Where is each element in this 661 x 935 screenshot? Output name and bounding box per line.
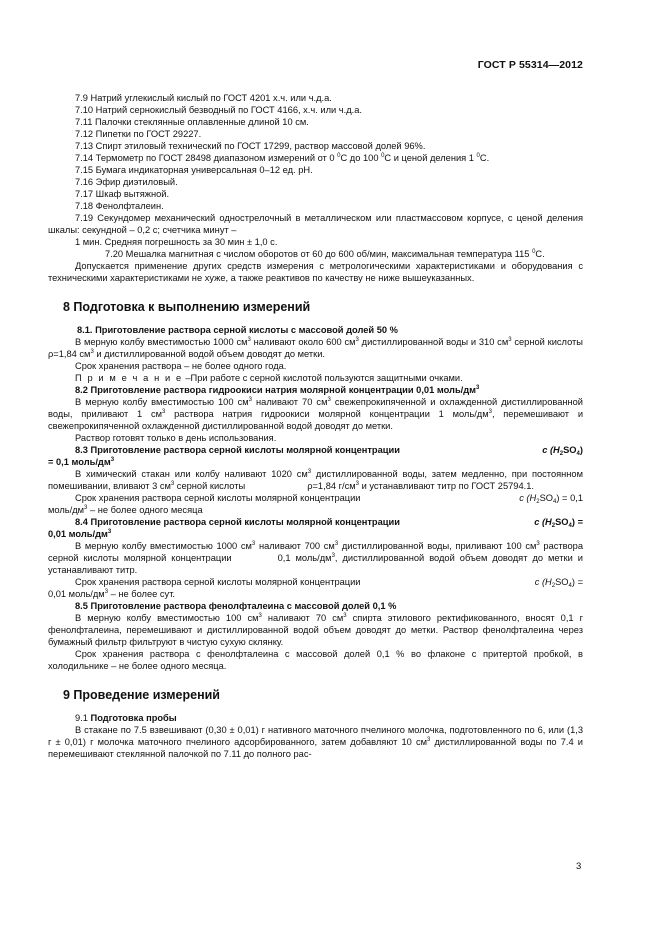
list-item: 7.20 Мешалка магнитная с числом оборотов от 60 до 600 об/мин, максимальная температура 115 $^0$С. bbox=[105, 249, 545, 259]
list-item: 7.18 Фенолфталеин. bbox=[75, 201, 164, 211]
list-item: 7.16 Эфир диэтиловый. bbox=[75, 177, 178, 187]
paragraph: Допускается применение других средств измерения с метрологическими характеристиками и оборудования с техническими характеристиками не хуже, а также реактивов по качеству не ниже вышеуказанных. bbox=[48, 261, 583, 283]
paragraph: В химический стакан или колбу наливают 1020 $см^3$ дистиллированной воды, затем медленно, при постоянном помешивании, вливают 3 $см^3$ серной кислоты ρ=1,84 $г/см^3$ и устанавливают титр по ГОСТ 25794.1. bbox=[48, 469, 583, 491]
list-item: 7.10 Натрий сернокислый безводный по ГОСТ 4166, х.ч. или ч.д.а. bbox=[75, 105, 362, 115]
list-item: 7.17 Шкаф вытяжной. bbox=[75, 189, 170, 199]
storage-line: Срок хранения раствора серной кислоты молярной концентрации с $(Н_2SO_4)$ = bbox=[75, 577, 583, 589]
paragraph: Срок хранения раствора с фенолфталеина с массовой долей 0,1 % во флаконе с притертой пробкой, в холодильнике – не более одного месяца. bbox=[48, 649, 583, 671]
note: П р и м е ч а н и е –При работе с серной кислотой пользуются защитными очками. bbox=[75, 373, 463, 383]
paragraph: Срок хранения раствора – не более одного года. bbox=[75, 361, 287, 371]
list-item: 7.15 Бумага индикаторная универсальная 0–12 ед. pH. bbox=[75, 165, 313, 175]
list-item: 7.14 Термометр по ГОСТ 28498 диапазоном измерений от 0 $^0$С до 100 $^0$С и ценой деления 1 $^0$С. bbox=[75, 153, 490, 163]
subsection-title-cont: = 0,1 моль/$дм^3$ bbox=[48, 457, 115, 467]
paragraph: В мерную колбу вместимостью 100 $см^3$ наливают 70 $см^3$ спирта этилового ректификованного, вносят 0,1 г фенолфталеина, перемешивают и дистиллированной водой объем доводят до метки. Раствор фенолфталеина через бумажный фильтр фильтруют в чистую сухую склянку. bbox=[48, 613, 583, 647]
subsection-title: 9.1 Подготовка пробы bbox=[75, 713, 177, 723]
list-item: 7.11 Палочки стеклянные оплавленные длиной 10 см. bbox=[75, 117, 309, 127]
subsection-title: 8.5 Приготовление раствора фенолфталеина с массовой долей 0,1 % bbox=[75, 601, 397, 611]
paragraph: Раствор готовят только в день использования. bbox=[75, 433, 277, 443]
paragraph: В мерную колбу вместимостью 1000 $см^3$ наливают около 600 $см^3$ дистиллированной воды и 310 $см^3$ серной кислоты ρ=1,84 $см^3$ и дистиллированной водой объем доводят до метки. bbox=[48, 337, 583, 359]
subsection-title: 8.1. Приготовление раствора серной кислоты с массовой долей 50 % bbox=[77, 325, 398, 335]
storage-line-cont: 0,01 моль/$дм^3$ – не более сут. bbox=[48, 589, 176, 599]
paragraph: В мерную колбу вместимостью 1000 $см^3$ наливают 700 $см^3$ дистиллированной воды, приливают 100 $см^3$ раствора серной кислоты молярной концентрации 0,1 моль/$дм^3$, дистиллированной водой объем доводят до метки и устанавливают титр. bbox=[48, 541, 583, 575]
list-item: 7.12 Пипетки по ГОСТ 29227. bbox=[75, 129, 202, 139]
document-body bbox=[48, 92, 583, 760]
list-item: 7.13 Спирт этиловый технический по ГОСТ 17299, раствор массовой долей 96%. bbox=[75, 141, 426, 151]
list-item: 7.9 Натрий углекислый кислый по ГОСТ 4201 х.ч. или ч.д.а. bbox=[75, 93, 332, 103]
storage-line: Срок хранения раствора серной кислоты молярной концентрации с $(Н_2SO_4) = 0,1$ bbox=[75, 493, 583, 505]
paragraph: В мерную колбу вместимостью 100 $см^3$ наливают 70 $см^3$ свежепрокипяченной и охлажденной дистиллированной воды, приливают 1 $см^3$ раствора натрия гидроокиси молярной концентрации 1 моль/$дм^3$, перемешивают и свежепрокипяченной охлажденной дистиллированной водой доводят до метки. bbox=[48, 397, 584, 431]
section-heading: 9 Проведение измерений bbox=[63, 688, 220, 702]
list-item: 1 мин. Средняя погрешность за 30 мин ± 1,0 с. bbox=[75, 237, 278, 247]
list-item: 7.19 Секундомер механический однострелочный в металлическом или пластмассовом корпусе, с ценой деления шкалы: секундной – 0,2 с; счетчика минут – bbox=[48, 213, 583, 235]
page-number: 3 bbox=[576, 861, 582, 872]
section-heading: 8 Подготовка к выполнению измерений bbox=[63, 300, 311, 314]
subsection-title: 8.3 Приготовление раствора серной кислоты молярной концентрации с $(Н_2SO_4)$ bbox=[75, 445, 583, 457]
paragraph: В стакане по 7.5 взвешивают (0,30 ± 0,01) г нативного маточного пчелиного молочка, подготовленного по 6, или (1,3 г ± 0,01) г молочка маточного пчелиного адсорбированного, затем добавляют 10 $см^3$ дистиллированной воды по 7.4 и перемешивают стеклянной палочкой по 7.11 до полного рас- bbox=[48, 725, 583, 759]
subsection-title-cont: 0,01 моль/$дм^3$ bbox=[48, 529, 112, 539]
subsection-title: 8.4 Приготовление раствора серной кислоты молярной концентрации с $(Н_2SO_4)$ = bbox=[75, 517, 583, 529]
storage-line-cont: моль/$дм^3$ – не более одного месяца bbox=[48, 505, 203, 515]
subsection-title: 8.2 Приготовление раствора гидроокиси натрия молярной концентрации 0,01 моль/$дм^3$ bbox=[75, 385, 480, 395]
document-header: ГОСТ Р 55314—2012 bbox=[477, 59, 583, 71]
